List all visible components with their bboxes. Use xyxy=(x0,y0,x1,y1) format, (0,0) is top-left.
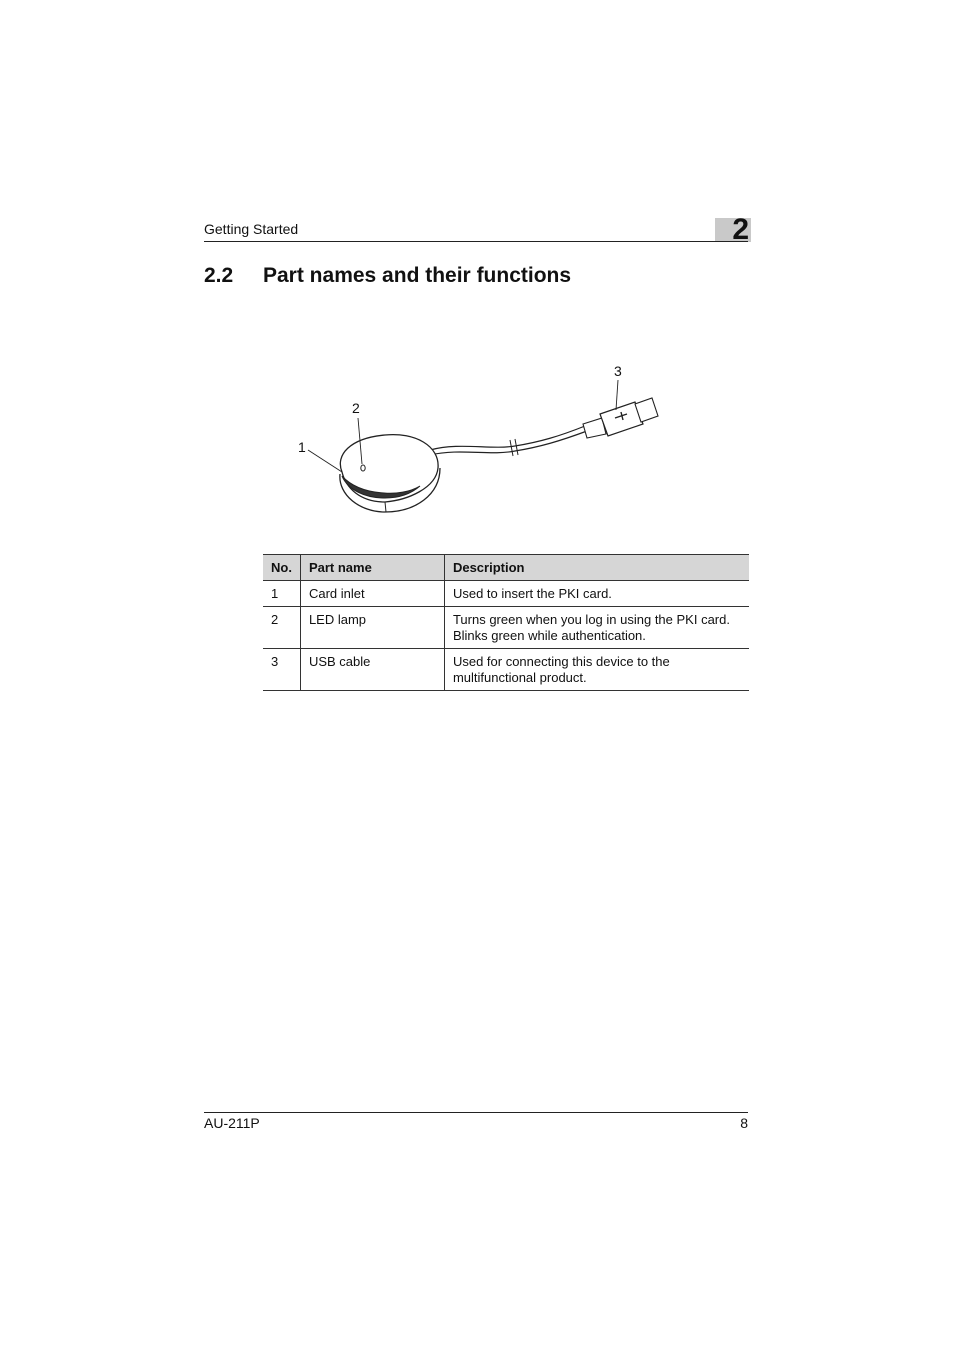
table-row xyxy=(263,649,749,691)
callout-2: 2 xyxy=(352,400,360,416)
callout-3: 3 xyxy=(614,363,622,379)
chapter-number: 2 xyxy=(732,213,749,246)
section-number: 2.2 xyxy=(204,264,234,287)
cell-description xyxy=(444,581,749,607)
usb-cable-line xyxy=(430,426,585,450)
callout-1: 1 xyxy=(298,439,306,455)
callout-leader-3 xyxy=(616,380,618,410)
cell-part-name: USB cable xyxy=(300,649,444,691)
table-row xyxy=(263,607,749,649)
page-number: 8 xyxy=(740,1115,748,1131)
footer-rule xyxy=(204,1112,748,1113)
description-line: Used to insert the PKI card. xyxy=(452,586,612,601)
cell-no: 3 xyxy=(263,649,300,691)
description-line: Blinks green while authentication. xyxy=(452,628,646,643)
footer-model: AU-211P xyxy=(204,1115,260,1131)
cable-break-mark xyxy=(510,439,518,456)
led-lamp-icon xyxy=(361,465,365,471)
reader-base-edge xyxy=(385,502,386,512)
parts-table xyxy=(263,554,749,691)
cell-part-name: LED lamp xyxy=(300,607,444,649)
cell-no: 1 xyxy=(263,581,300,607)
reader-body-top xyxy=(340,435,438,502)
chapter-tab xyxy=(715,213,751,246)
col-header-description: Description xyxy=(444,555,749,581)
col-header-no: No. xyxy=(263,555,300,581)
table-header-row xyxy=(263,555,749,581)
description-line: Turns green when you log in using the PKI card. xyxy=(452,612,730,627)
section-title xyxy=(204,264,571,288)
running-header: Getting Started xyxy=(204,221,299,237)
cell-description xyxy=(444,649,749,691)
cell-no: 2 xyxy=(263,607,300,649)
cell-part-name: Card inlet xyxy=(300,581,444,607)
header-rule xyxy=(204,241,748,242)
usb-cable-line-inner xyxy=(430,431,587,455)
col-header-part-name: Part name xyxy=(300,555,444,581)
callout-leader-1 xyxy=(308,450,342,472)
description-line: multifunctional product. xyxy=(452,670,587,685)
table-row xyxy=(263,581,749,607)
section-heading: Part names and their functions xyxy=(263,264,572,287)
description-line: Used for connecting this device to the xyxy=(452,654,670,669)
cell-description xyxy=(444,607,749,649)
card-reader-illustration xyxy=(290,360,670,520)
